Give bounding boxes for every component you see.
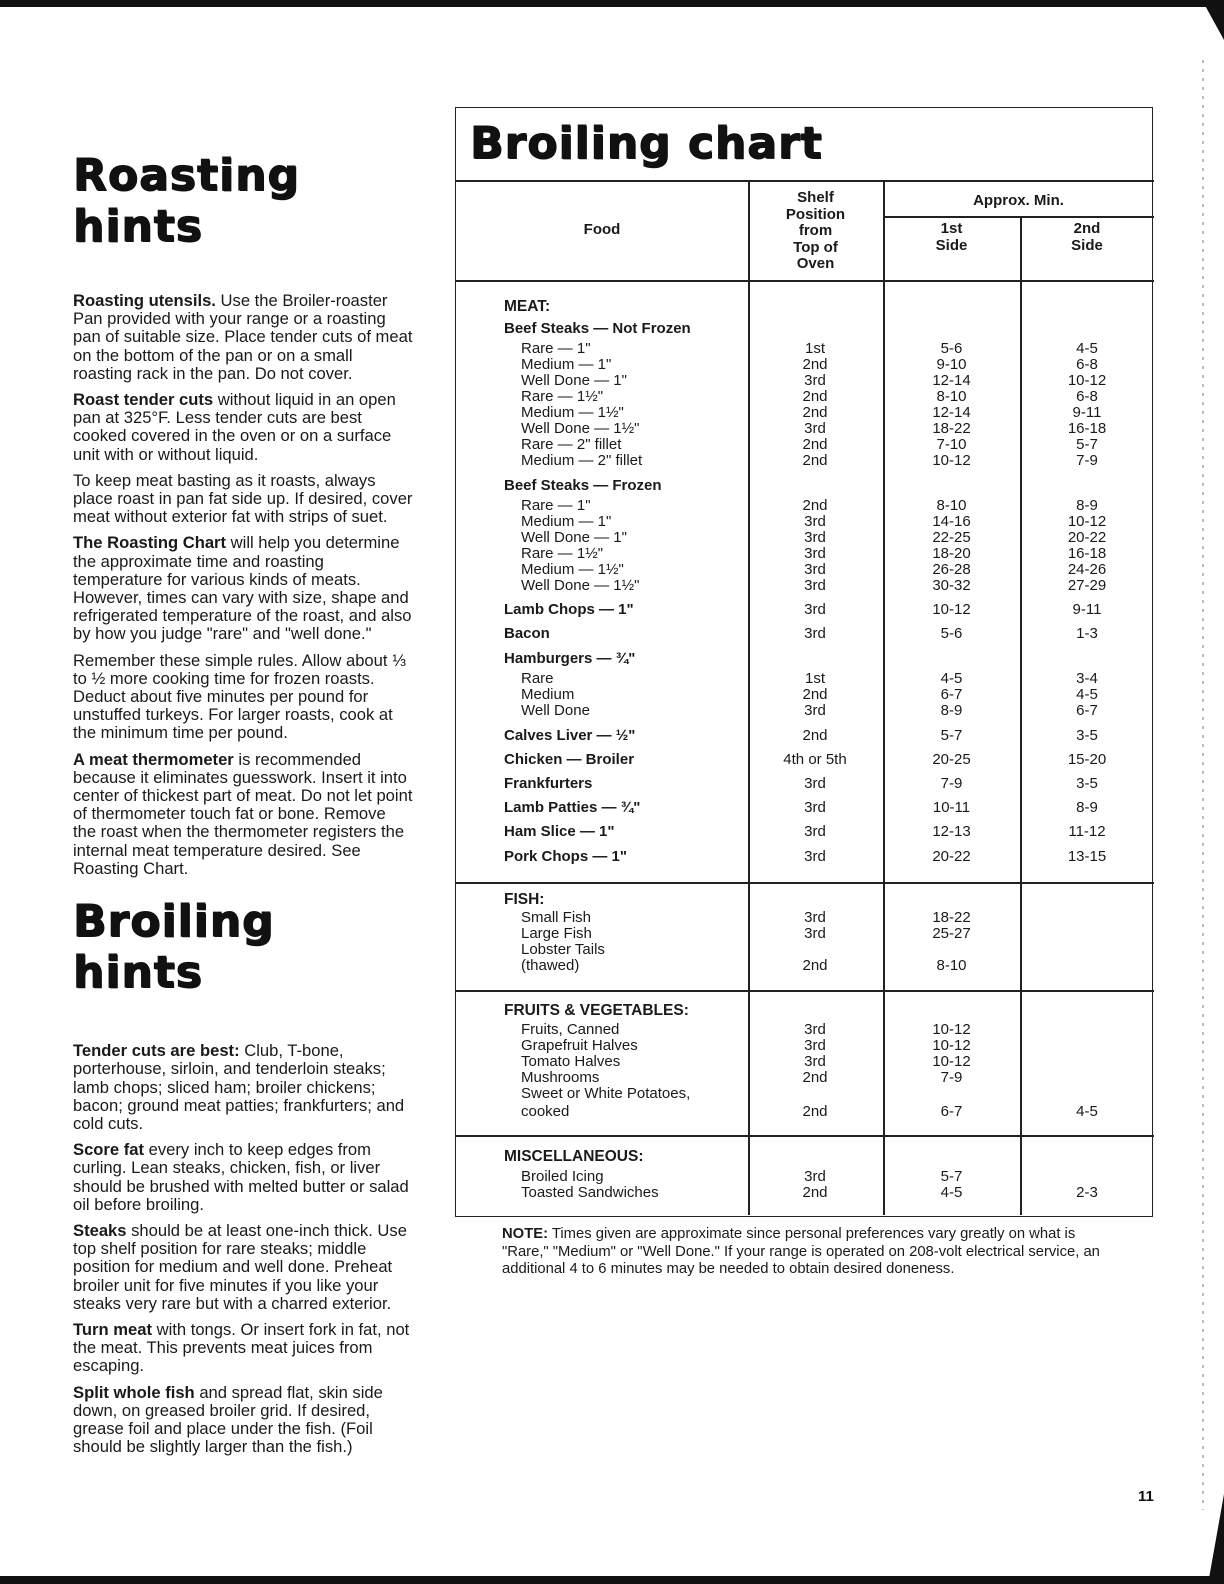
- food-cell: Fruits, Canned: [521, 1021, 620, 1038]
- second-side-cell: 6-7: [1076, 702, 1098, 719]
- hint-lead: Score fat: [73, 1140, 145, 1160]
- second-side-cell: 5-7: [1076, 436, 1098, 453]
- first-side-cell: 8-10: [936, 497, 967, 514]
- hint-paragraph: [73, 751, 413, 878]
- hint-text: and spread flat, skin side down, on greased broiler grid. If desired, grease foil and place under the fish. (Foil should be slightly larger than the fish.): [73, 1382, 383, 1457]
- food-cell: cooked: [521, 1103, 570, 1120]
- hint-text: To keep meat basting as it roasts, always place roast in pan fat side up. If desired, cover meat without exterior fat with strips of suet.: [73, 470, 413, 527]
- broiling-chart-title: Broiling chart: [470, 118, 823, 169]
- first-side-cell: 5-6: [940, 340, 963, 357]
- food-cell: Rare — 1½": [521, 388, 604, 405]
- second-side-cell: 6-8: [1076, 388, 1098, 405]
- shelf-cell: 3rd: [804, 1053, 826, 1070]
- food-cell: Rare: [521, 670, 554, 687]
- first-side-cell: 10-12: [932, 452, 971, 469]
- second-side-header-line: 2nd: [1073, 220, 1101, 237]
- header-top-rule: [456, 180, 1154, 182]
- first-side-cell: 5-6: [940, 625, 963, 642]
- food-cell: Ham Slice — 1": [504, 823, 615, 840]
- broiling-hints-title: Broiling hints: [73, 896, 275, 999]
- food-cell: Pork Chops — 1": [504, 848, 627, 865]
- shelf-cell: 3rd: [804, 823, 826, 840]
- hint-paragraph: [73, 391, 413, 464]
- second-side-cell: 1-3: [1076, 625, 1098, 642]
- first-side-cell: 30-32: [932, 577, 971, 594]
- food-cell: Medium — 1": [521, 356, 612, 373]
- chart-row: [456, 321, 1154, 338]
- fish-section-rule: [456, 882, 1154, 884]
- shelf-cell: 2nd: [802, 1184, 828, 1201]
- header-bottom-rule: [456, 280, 1154, 282]
- first-side-cell: 4-5: [940, 1184, 963, 1201]
- second-side-cell: 4-5: [1076, 340, 1098, 357]
- top-right-corner-mark: [1202, 0, 1224, 40]
- chart-row: [456, 626, 1154, 643]
- shelf-cell: 3rd: [804, 909, 826, 926]
- shelf-position-header: [748, 190, 883, 273]
- shelf-cell: 3rd: [804, 372, 826, 389]
- shelf-cell: 4th or 5th: [783, 751, 847, 768]
- first-side-cell: 9-10: [936, 356, 967, 373]
- food-cell: Rare — 1": [521, 497, 591, 514]
- food-cell: Medium — 1½": [521, 404, 624, 421]
- shelf-cell: 3rd: [804, 925, 826, 942]
- second-side-cell: 11-12: [1068, 823, 1106, 840]
- second-side-cell: 16-18: [1067, 545, 1107, 562]
- hint-paragraph: [73, 1141, 413, 1214]
- food-cell: Well Done — 1": [521, 372, 627, 389]
- second-side-cell: 10-12: [1067, 513, 1107, 530]
- food-cell: Tomato Halves: [521, 1053, 621, 1070]
- shelf-cell: 3rd: [804, 625, 826, 642]
- first-side-cell: 6-7: [940, 1103, 963, 1120]
- hint-text: Club, T-bone, porterhouse, sirloin, and tenderloin steaks; lamb chops; sliced ham; broiler chickens; bacon; ground meat patties; frankfurters; and cold cuts.: [73, 1041, 405, 1133]
- shelf-cell: 3rd: [804, 420, 826, 437]
- hint-lead: Roast tender cuts: [73, 390, 214, 410]
- hint-paragraph: [73, 534, 413, 643]
- roasting-hints-body: [73, 292, 413, 878]
- shelf-cell: 3rd: [804, 702, 826, 719]
- food-cell: Beef Steaks — Not Frozen: [504, 320, 691, 337]
- food-cell: Hamburgers — ¾": [504, 650, 636, 667]
- shelf-cell: 3rd: [804, 529, 826, 546]
- food-cell: Broiled Icing: [521, 1168, 604, 1185]
- first-side-cell: 7-9: [940, 775, 963, 792]
- hint-paragraph: [73, 652, 413, 743]
- shelf-header-line: Shelf: [797, 189, 834, 206]
- first-side-cell: 10-12: [932, 1021, 971, 1038]
- chart-row: [456, 1086, 1154, 1103]
- shelf-cell: 2nd: [802, 388, 828, 405]
- second-side-cell: 6-8: [1076, 356, 1098, 373]
- shelf-cell: 3rd: [804, 601, 826, 618]
- food-cell: Rare — 2" fillet: [521, 436, 622, 453]
- hint-text: with tongs. Or insert fork in fat, not the meat. This prevents meat juices from escaping.: [73, 1319, 410, 1376]
- first-side-header-line: 1st: [940, 220, 963, 237]
- second-side-cell: 8-9: [1076, 799, 1098, 816]
- first-side-cell: 10-12: [932, 1053, 971, 1070]
- note-text: Times given are approximate since personal preferences vary greatly on what is "Rare," "Medium" or "Well Done." If your range is operated on 208-volt electrical service, an additional 4 to 6 minutes may be needed to obtain desired doneness.: [502, 1226, 1100, 1277]
- second-side-cell: 16-18: [1067, 420, 1107, 437]
- hint-lead: A meat thermometer: [73, 749, 234, 769]
- second-side-header-line: Side: [1071, 236, 1103, 254]
- shelf-cell: 3rd: [804, 1168, 826, 1185]
- bottom-border: [0, 1576, 1224, 1584]
- second-side-cell: 2-3: [1076, 1184, 1098, 1201]
- first-side-cell: 25-27: [932, 925, 971, 942]
- food-cell: Medium — 2" fillet: [521, 452, 643, 469]
- second-side-cell: 13-15: [1067, 848, 1107, 865]
- hint-lead: Split whole fish: [73, 1382, 195, 1402]
- first-side-cell: 8-9: [940, 702, 963, 719]
- approx-min-rule: [883, 216, 1154, 218]
- first-side-cell: 20-22: [932, 848, 971, 865]
- first-side-cell: 8-10: [936, 957, 967, 974]
- chart-row: [456, 651, 1154, 668]
- shelf-cell: 3rd: [804, 513, 826, 530]
- chart-row: [456, 1185, 1154, 1202]
- first-side-header: [883, 221, 1020, 254]
- food-cell: Well Done — 1½": [521, 577, 640, 594]
- first-side-cell: 12-13: [932, 823, 971, 840]
- first-side-cell: 5-7: [940, 1168, 963, 1185]
- fruits-section-rule: [456, 990, 1154, 992]
- misc-section-label: MISCELLANEOUS:: [504, 1148, 644, 1165]
- note-lead: NOTE:: [502, 1226, 549, 1242]
- chart-row: [456, 824, 1154, 841]
- meat-section-label: MEAT:: [504, 298, 551, 315]
- top-border: [0, 0, 1224, 7]
- first-side-header-line: Side: [935, 236, 968, 254]
- first-side-cell: 20-25: [932, 751, 971, 768]
- food-cell: Well Done — 1½": [521, 420, 640, 437]
- food-cell: Bacon: [504, 625, 550, 642]
- shelf-cell: 3rd: [804, 848, 826, 865]
- shelf-header-line: from: [798, 222, 833, 239]
- shelf-cell: 3rd: [804, 775, 826, 792]
- food-cell: Well Done: [521, 702, 590, 719]
- hint-text: without liquid in an open pan at 325°F. Less tender cuts are best cooked covered in the oven or on a surface unit with or without liquid.: [73, 390, 396, 464]
- second-side-cell: 24-26: [1067, 561, 1107, 578]
- second-side-cell: 15-20: [1067, 751, 1107, 768]
- second-side-cell: 4-5: [1076, 686, 1098, 703]
- shelf-header-line: Position: [785, 205, 846, 223]
- left-column: [73, 150, 413, 1464]
- food-cell: Beef Steaks — Frozen: [504, 477, 662, 494]
- first-side-cell: 18-20: [932, 545, 971, 562]
- food-cell: (thawed): [521, 957, 580, 974]
- shelf-cell: 2nd: [802, 497, 828, 514]
- first-side-cell: 7-9: [940, 1069, 963, 1086]
- chart-row: [456, 800, 1154, 817]
- second-side-header: [1020, 221, 1154, 254]
- hint-text: is recommended because it eliminates guesswork. Insert it into center of thickest part of meat. Do not let point of thermometer touch fat or bone. Remove the roast when the thermometer registers the internal meat temperature desired. See Roasting Chart.: [73, 749, 413, 878]
- first-side-cell: 10-11: [932, 799, 971, 816]
- food-cell: Well Done — 1": [521, 529, 627, 546]
- shelf-cell: 2nd: [802, 727, 828, 744]
- first-side-cell: 12-14: [932, 404, 971, 421]
- hint-text: Remember these simple rules. Allow about ⅓ to ½ more cooking time for frozen roasts. Deduct about five minutes per pound for unstuffed turkeys. For larger roasts, cook at the minimum time per pound.: [73, 650, 406, 743]
- shelf-cell: 3rd: [804, 545, 826, 562]
- chart-row: [456, 776, 1154, 793]
- hint-text: should be at least one-inch thick. Use top shelf position for rare steaks; middle position for medium and well done. Preheat broiler unit for five minutes if you like your steaks very rare but with a charred exterior.: [73, 1220, 407, 1313]
- hint-paragraph: [73, 1384, 413, 1457]
- shelf-cell: 3rd: [804, 1037, 826, 1054]
- misc-section-rule: [456, 1135, 1154, 1137]
- food-cell: Medium — 1": [521, 513, 612, 530]
- hint-lead: The Roasting Chart: [73, 533, 227, 553]
- shelf-header-line: Oven: [796, 255, 835, 272]
- first-side-cell: 22-25: [932, 529, 971, 546]
- hint-text: every inch to keep edges from curling. Lean steaks, chicken, fish, or liver should be brushed with melted butter or salad oil before broiling.: [73, 1140, 409, 1214]
- shelf-cell: 2nd: [802, 957, 828, 974]
- broiling-hints-body: [73, 1042, 413, 1456]
- hint-lead: Roasting utensils.: [73, 291, 216, 310]
- food-cell: Calves Liver — ½": [504, 727, 636, 744]
- chart-row: [456, 752, 1154, 769]
- chart-row: [456, 849, 1154, 866]
- chart-row: [456, 453, 1154, 470]
- chart-note: [502, 1226, 1122, 1279]
- hint-paragraph: [73, 472, 413, 527]
- first-side-cell: 18-22: [932, 909, 971, 926]
- hint-paragraph: [73, 1042, 413, 1133]
- fish-section-label: FISH:: [504, 891, 545, 908]
- food-cell: Medium — 1½": [521, 561, 624, 578]
- broiling-chart: [455, 107, 1153, 1217]
- roasting-hints-title: Roasting hints: [73, 150, 300, 252]
- shelf-cell: 1st: [804, 340, 825, 357]
- food-cell: Frankfurters: [504, 775, 593, 792]
- hint-lead: Tender cuts are best:: [73, 1041, 240, 1061]
- bottom-right-corner-mark: [1208, 1494, 1224, 1584]
- second-side-cell: 20-22: [1067, 529, 1107, 546]
- first-side-cell: 12-14: [932, 372, 971, 389]
- shelf-cell: 2nd: [802, 1103, 828, 1120]
- chart-row: [456, 703, 1154, 720]
- food-cell: Grapefruit Halves: [521, 1037, 638, 1054]
- second-side-cell: 3-5: [1076, 727, 1098, 744]
- shelf-cell: 2nd: [802, 404, 828, 421]
- first-side-cell: 10-12: [932, 1037, 971, 1054]
- shelf-cell: 3rd: [804, 577, 826, 594]
- food-cell: Medium: [521, 686, 575, 703]
- food-header: Food: [583, 221, 621, 238]
- food-cell: Lamb Patties — ¾": [504, 799, 641, 816]
- chart-row: [456, 958, 1154, 975]
- food-cell: Lamb Chops — 1": [504, 601, 634, 618]
- approx-min-header: Approx. Min.: [973, 192, 1064, 209]
- shelf-cell: 2nd: [802, 1069, 828, 1086]
- chart-row: [456, 478, 1154, 495]
- shelf-cell: 2nd: [802, 356, 828, 373]
- shelf-cell: 3rd: [804, 561, 826, 578]
- shelf-cell: 1st: [804, 670, 825, 687]
- hint-paragraph: [73, 1321, 413, 1376]
- food-cell: Mushrooms: [521, 1069, 600, 1086]
- first-side-cell: 26-28: [932, 561, 971, 578]
- chart-row: [456, 728, 1154, 745]
- chart-row: [456, 1104, 1154, 1121]
- second-side-cell: 9-11: [1072, 404, 1102, 421]
- second-side-cell: 9-11: [1072, 601, 1102, 618]
- second-side-cell: 27-29: [1067, 577, 1107, 594]
- first-side-cell: 6-7: [940, 686, 963, 703]
- food-cell: Large Fish: [521, 925, 592, 942]
- hint-text: Use the Broiler-roaster Pan provided with your range or a roasting pan of suitable size. Place tender cuts of meat on the bottom of the pan or on a small roasting rack in the pan. Do not cover.: [73, 291, 413, 383]
- shelf-cell: 3rd: [804, 799, 826, 816]
- shelf-cell: 3rd: [804, 1021, 826, 1038]
- page-number: 11: [1138, 1488, 1154, 1505]
- first-side-cell: 7-10: [936, 436, 967, 453]
- food-cell: Small Fish: [521, 909, 592, 926]
- food-cell: Rare — 1": [521, 340, 591, 357]
- shelf-cell: 2nd: [802, 452, 828, 469]
- second-side-cell: 4-5: [1076, 1103, 1098, 1120]
- shelf-header-line: Top of: [793, 238, 838, 256]
- food-cell: Sweet or White Potatoes,: [521, 1085, 691, 1102]
- shelf-cell: 2nd: [802, 436, 828, 453]
- fruits-section-label: FRUITS & VEGETABLES:: [504, 1002, 689, 1019]
- hint-paragraph: [73, 292, 413, 383]
- food-cell: Toasted Sandwiches: [521, 1184, 659, 1201]
- first-side-cell: 18-22: [932, 420, 971, 437]
- hint-text: will help you determine the approximate time and roasting temperature for various kinds of meats. However, times can vary with size, shape and refrigerated temperature of the roast, and also by how you judge "rare" and "well done.": [73, 533, 412, 644]
- second-side-cell: 3-5: [1076, 775, 1098, 792]
- second-side-cell: 7-9: [1076, 452, 1098, 469]
- food-cell: Chicken — Broiler: [504, 751, 635, 768]
- first-side-cell: 14-16: [932, 513, 971, 530]
- right-edge-shadow: [1202, 60, 1204, 1510]
- second-side-cell: 10-12: [1067, 372, 1107, 389]
- hint-lead: Steaks: [73, 1220, 127, 1240]
- food-cell: Lobster Tails: [521, 941, 605, 958]
- chart-row: [456, 602, 1154, 619]
- first-side-cell: 4-5: [940, 670, 963, 687]
- food-cell: Rare — 1½": [521, 545, 604, 562]
- chart-row: [456, 578, 1154, 595]
- first-side-cell: 8-10: [936, 388, 967, 405]
- hint-lead: Turn meat: [73, 1319, 152, 1339]
- shelf-cell: 2nd: [802, 686, 828, 703]
- hint-paragraph: [73, 1222, 413, 1313]
- second-side-cell: 3-4: [1076, 670, 1098, 687]
- second-side-cell: 8-9: [1076, 497, 1098, 514]
- first-side-cell: 5-7: [940, 727, 963, 744]
- first-side-cell: 10-12: [932, 601, 971, 618]
